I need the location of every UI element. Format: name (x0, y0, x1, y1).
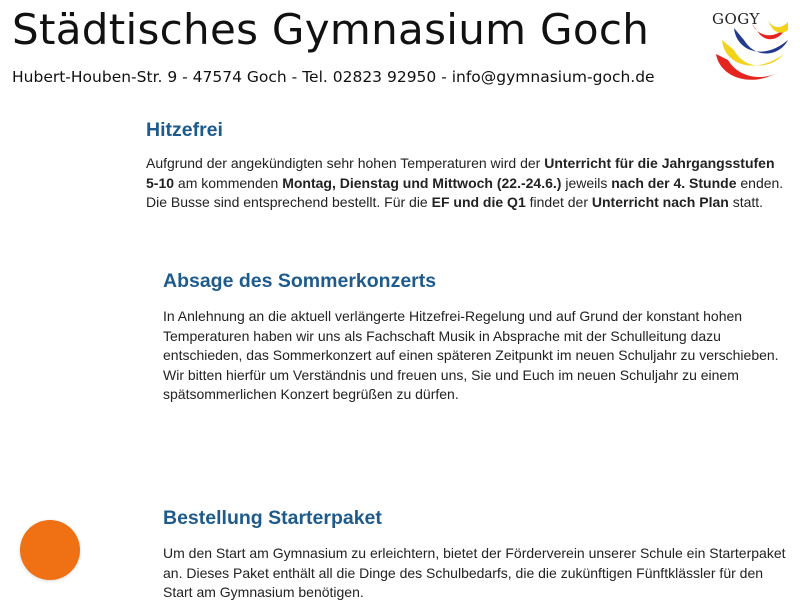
article-body: Um den Start am Gymnasium zu erleichtern, bietet der Förderverein unserer Schule ein Starterpaket an. Dieses Paket enthält all die Dinge des Schulbedarfs, die die zukünftigen Fünftklässler für den Start am Gymnasium benötigen. (163, 545, 786, 601)
article-body-bold: nach der 4. Stunde (611, 174, 737, 191)
floating-action-button[interactable] (20, 520, 80, 580)
article-body-bold: EF und die Q1 (431, 194, 526, 211)
article-title[interactable]: Bestellung Starterpaket (163, 507, 382, 529)
article-title[interactable]: Hitzefrei (146, 119, 223, 141)
article-body-text: am kommenden (174, 174, 283, 191)
article-hitzefrei (146, 118, 786, 213)
article-body (146, 154, 786, 213)
article-body-text: findet der (525, 194, 592, 211)
article-body-text: enden. Die Busse sind entsprechend bestellt. Für die (146, 174, 784, 211)
article-body: In Anlehnung an die aktuell verlängerte Hitzefrei-Regelung und auf Grund der konstant hohen Temperaturen haben wir uns als Fachschaft Musik in Absprache mit der Schulleitung dazu entschieden, das Sommerkonzert auf einen späteren Zeitpunkt im neuen Schuljahr zu verschieben. Wir bitten hierfür um Verständnis und freuen uns, Sie und Euch im neuen Schuljahr zu einem spätsommerlichen Konzert begrüßen zu dürfen. (163, 308, 779, 403)
article-body-bold: Unterricht für die Jahrgangsstufen 5-10 (146, 155, 775, 191)
article-body-text: Aufgrund der angekündigten sehr hohen Temperaturen wird der (146, 155, 545, 171)
article-title[interactable]: Absage des Sommerkonzerts (163, 270, 437, 292)
article-absage-sommerkonzert (163, 269, 793, 405)
article-body-text: statt. (728, 194, 764, 211)
site-title[interactable]: Städtisches Gymnasium Goch (12, 5, 650, 54)
site-contact-line: Hubert-Houben-Str. 9 - 47574 Goch - Tel. 02823 92950 - info@gymnasium-goch.de (12, 68, 655, 86)
article-body-text: jeweils (561, 174, 612, 191)
school-logo[interactable] (706, 6, 790, 86)
article-bestellung-starterpaket (163, 506, 793, 603)
article-body-bold: Unterricht nach Plan (591, 194, 729, 211)
logo-text: GOGY (712, 10, 760, 28)
article-body-bold: Montag, Dienstag und Mittwoch (22.-24.6.) (282, 174, 562, 191)
